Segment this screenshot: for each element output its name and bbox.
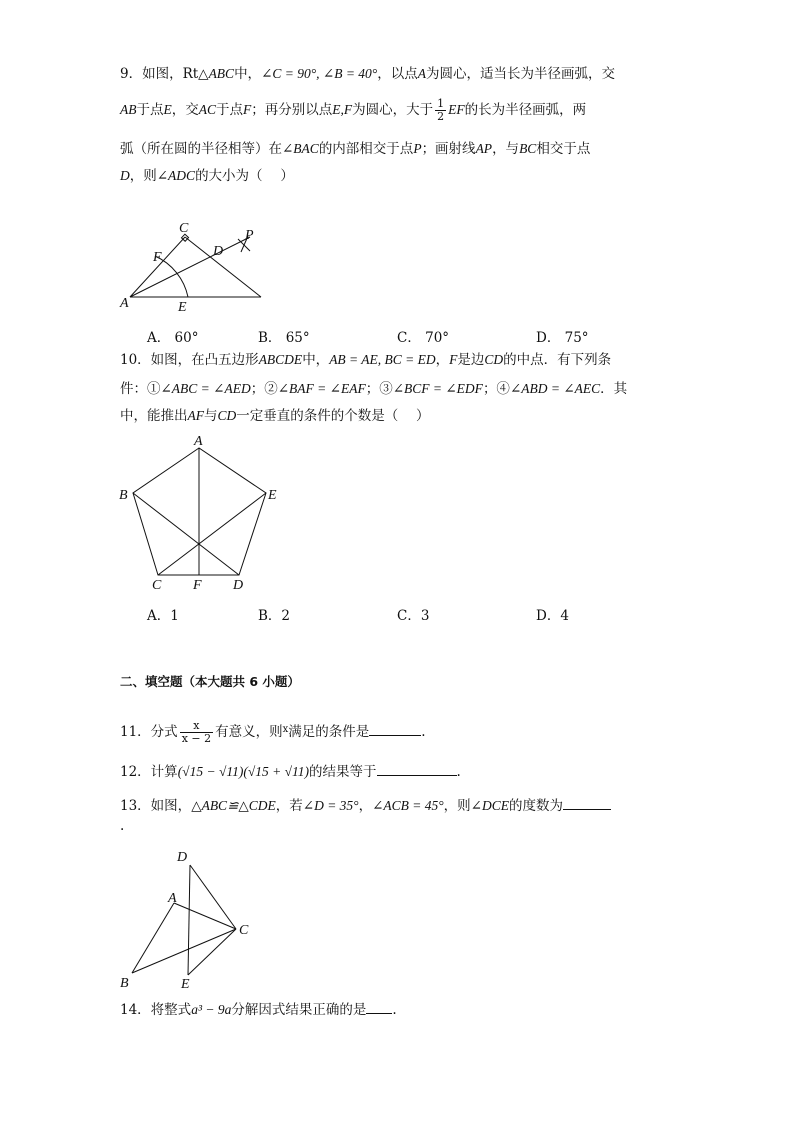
- q9-option-d[interactable]: D． 75°: [536, 330, 589, 346]
- segment-de: [188, 865, 190, 975]
- q13-answer-blank[interactable]: [563, 795, 611, 810]
- label-c: C: [239, 923, 249, 938]
- label-d: D: [177, 850, 188, 865]
- label-a: A: [194, 434, 203, 449]
- q9-option-c[interactable]: C． 70°: [397, 330, 450, 346]
- q9-line-4: D，则∠ADC的大小为（ ）: [120, 168, 294, 184]
- section-title: 二、填空题（本大题共 6 小题）: [120, 674, 300, 689]
- label-b: B: [119, 488, 128, 503]
- q13-figure: [110, 845, 270, 995]
- fraction-x-over-x-minus-2: $\frac{x}{x - 2}$: [181, 719, 212, 745]
- fraction-one-half: $\frac{1}{2}$: [437, 97, 445, 123]
- q10-option-a[interactable]: A．1: [147, 608, 179, 624]
- q11-answer-blank[interactable]: [369, 721, 421, 736]
- q12-line: 12．计算(√15 − √11)(√15 + √11)的结果等于 .: [120, 761, 461, 782]
- q13-line: 13．如图，△ABC≌△CDE，若∠D = 35°，∠ACB = 45°，则∠DCE的度数为: [120, 795, 611, 816]
- label-c: C: [179, 221, 189, 236]
- q10-line-2: 件：①∠ABC = ∠AED；②∠BAF = ∠EAF；③∠BCF = ∠EDF；④∠ABD = ∠AEC．其: [120, 381, 628, 397]
- segment-ce: [188, 929, 236, 975]
- label-f: F: [153, 250, 162, 265]
- q9-figure: [110, 215, 280, 315]
- label-e: E: [181, 977, 190, 992]
- q10-option-b[interactable]: B．2: [258, 608, 291, 624]
- q10-line-3: 中，能推出AF与CD一定垂直的条件的个数是（ ）: [120, 408, 430, 424]
- q9-line-3: 弧（所在圆的半径相等）在∠BAC的内部相交于点P；画射线AP，与BC相交于点: [120, 141, 591, 157]
- segment-ab: [132, 903, 174, 973]
- label-a: A: [168, 891, 177, 906]
- q12-answer-blank[interactable]: [377, 761, 457, 776]
- label-c: C: [152, 578, 162, 593]
- q10-figure: [110, 430, 300, 595]
- segment-bd: [133, 493, 239, 575]
- segment-bc: [132, 929, 236, 973]
- ray-ap: [130, 237, 250, 297]
- q14-line: 14．将整式a³ − 9a分解因式结果正确的是 .: [120, 999, 397, 1020]
- label-f: F: [193, 578, 202, 593]
- label-a: A: [120, 296, 129, 311]
- q9-option-b[interactable]: B． 65°: [258, 330, 310, 346]
- label-d: D: [233, 578, 244, 593]
- label-e: E: [178, 300, 187, 315]
- q10-option-d[interactable]: D．4: [536, 608, 569, 624]
- q9-line-2: AB于点E，交AC于点F；再分别以点E,F为圆心，大于 $\frac{1}{2}$ EF的长为半径画弧，两: [120, 97, 587, 123]
- q9-option-a[interactable]: A． 60°: [147, 330, 199, 346]
- label-p: P: [245, 228, 254, 243]
- label-b: B: [120, 976, 129, 991]
- q10-option-c[interactable]: C．3: [397, 608, 430, 624]
- q9-line-1: 9．如图，Rt△ABC中，∠C = 90°, ∠B = 40°，以点A为圆心，适当长为半径画弧，交: [120, 66, 615, 82]
- segment-ac: [130, 237, 185, 297]
- segment-ec: [158, 493, 266, 575]
- q14-answer-blank[interactable]: [366, 999, 392, 1014]
- q11-line: 11．分式 $\frac{x}{x - 2}$ 有意义，则$^x$满足的条件是 .: [120, 719, 426, 745]
- label-d: D: [213, 244, 224, 259]
- q13-period: .: [120, 818, 125, 834]
- q10-line-1: 10．如图，在凸五边形ABCDE中，AB = AE, BC = ED，F是边CD的中点．有下列条: [120, 352, 612, 368]
- label-e: E: [268, 488, 277, 503]
